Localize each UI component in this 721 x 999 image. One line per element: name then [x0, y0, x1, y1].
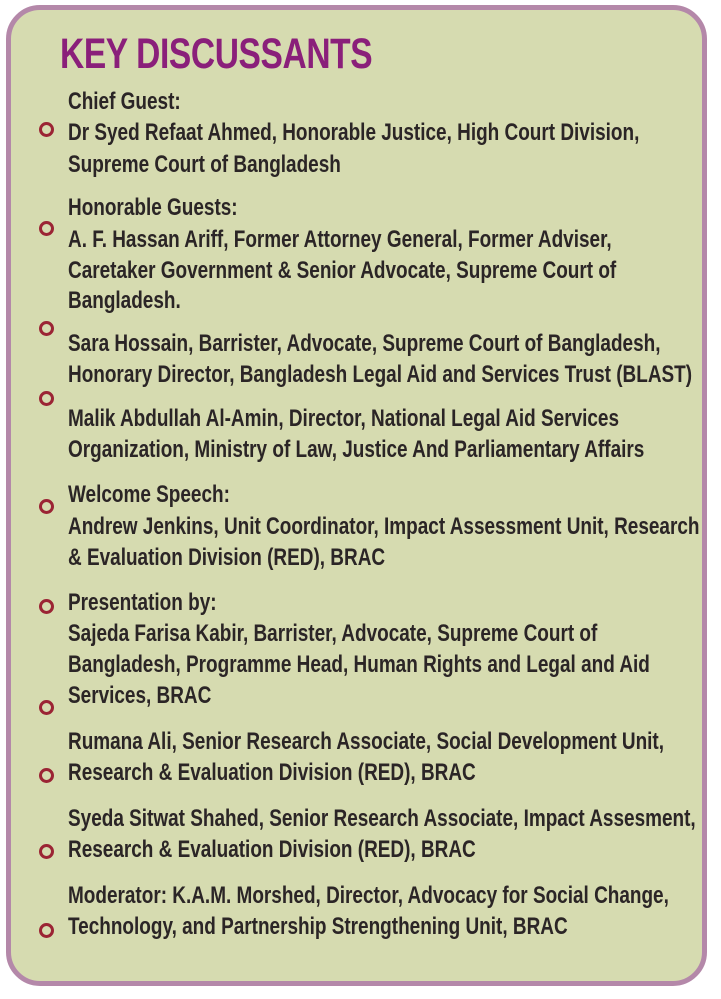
- discussant-line: Malik Abdullah Al-Amin, Director, National Legal Aid Services: [68, 405, 620, 432]
- panel-title: KEY DISCUSSANTS: [60, 30, 373, 78]
- bullet-icon: [39, 768, 54, 783]
- discussant-line: Rumana Ali, Senior Research Associate, Social Development Unit,: [68, 728, 665, 755]
- section-heading-honorable-guests: Honorable Guests:: [68, 194, 238, 221]
- bullet-icon: [39, 391, 54, 406]
- discussant-line: Andrew Jenkins, Unit Coordinator, Impact Assessment Unit, Research: [68, 513, 700, 540]
- discussant-line: Research & Evaluation Division (RED), BRAC: [68, 836, 476, 863]
- bullet-icon: [39, 221, 54, 236]
- discussant-line: Sara Hossain, Barrister, Advocate, Supreme Court of Bangladesh,: [68, 330, 661, 357]
- bullet-icon: [39, 844, 54, 859]
- discussant-line: Supreme Court of Bangladesh: [68, 151, 341, 178]
- bullet-icon: [39, 923, 54, 938]
- bullet-icon: [39, 700, 54, 715]
- bullet-icon: [39, 499, 54, 514]
- section-heading-welcome-speech: Welcome Speech:: [68, 481, 230, 508]
- discussant-line: Caretaker Government & Senior Advocate, Supreme Court of: [68, 257, 617, 284]
- section-heading-moderator: Moderator: K.A.M. Morshed, Director, Advocacy for Social Change,: [68, 882, 669, 909]
- discussant-line: Technology, and Partnership Strengthening Unit, BRAC: [68, 913, 568, 940]
- discussant-line: Sajeda Farisa Kabir, Barrister, Advocate, Supreme Court of: [68, 620, 598, 647]
- discussant-line: Bangladesh.: [68, 287, 181, 314]
- section-heading-chief-guest: Chief Guest:: [68, 88, 181, 115]
- bullet-icon: [39, 321, 54, 336]
- discussant-line: Research & Evaluation Division (RED), BRAC: [68, 759, 476, 786]
- discussant-line: & Evaluation Division (RED), BRAC: [68, 544, 386, 571]
- bullet-icon: [39, 599, 54, 614]
- section-heading-presentation: Presentation by:: [68, 589, 217, 616]
- bullet-icon: [39, 122, 54, 137]
- discussant-line: Syeda Sitwat Shahed, Senior Research Associate, Impact Assesment,: [68, 805, 696, 832]
- discussant-line: A. F. Hassan Ariff, Former Attorney General, Former Adviser,: [68, 226, 612, 253]
- discussant-line: Bangladesh, Programme Head, Human Rights and Legal and Aid: [68, 651, 650, 678]
- discussant-line: Dr Syed Refaat Ahmed, Honorable Justice, High Court Division,: [68, 119, 640, 146]
- discussant-line: Organization, Ministry of Law, Justice And Parliamentary Affairs: [68, 436, 645, 463]
- discussant-line: Services, BRAC: [68, 682, 212, 709]
- discussant-line: Honorary Director, Bangladesh Legal Aid and Services Trust (BLAST): [68, 361, 693, 388]
